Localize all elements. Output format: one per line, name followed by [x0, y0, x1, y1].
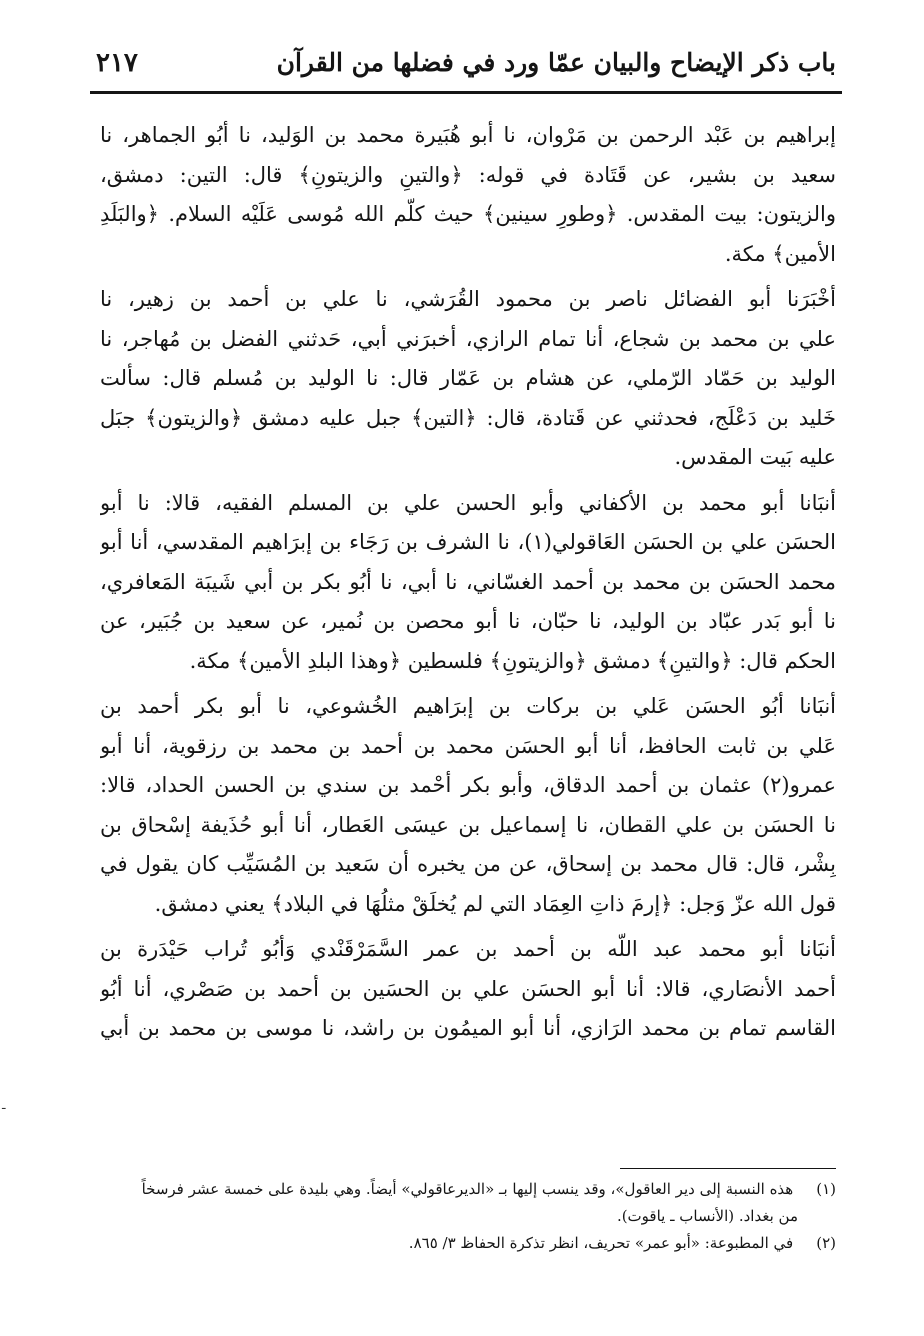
text-line: أخْبَرَنا أبو الفضائل ناصر بن محمود القُرَشي، نا علي بن أحمد بن زهير، نا	[100, 287, 836, 311]
paragraph	[100, 930, 836, 1049]
text-line: القاسم تمام بن محمد الرَازي، أنا أبو الميمُون بن راشد، نا موسى بن محمد بن أبي	[100, 1016, 836, 1040]
text-line: الحسَن علي بن الحسَن العَاقولي(١)، نا الشرف بن رَجَاء بن إبرَاهيم المقدسي، أنا أبو	[100, 530, 836, 554]
header-rule	[90, 91, 842, 94]
footnote	[96, 1176, 836, 1230]
text-line: نا الحسَن بن علي القطان، نا إسماعيل بن عيسَى العَطار، أنا أبو حُذَيفة إسْحاق بن	[100, 812, 836, 837]
chapter-title: باب ذكر الإيضاح والبيان عمّا ورد في فضلها من القرآن	[276, 48, 836, 77]
footnote	[96, 1230, 836, 1257]
footnote-rule	[620, 1168, 836, 1169]
text-line: والزيتون: بيت المقدس. ﴿وطورِ سينين﴾ حيث كلّم الله مُوسى عَلَيْه السلام. ﴿والبَلَدِ	[100, 202, 836, 226]
text-line: نا أبو بَدر عبّاد بن الوليد، نا حبّان، نا أبو محصن بن نُمير، عن سعيد بن جُبَير، عن	[100, 609, 836, 633]
paragraph	[100, 116, 836, 274]
page-number: ٢١٧	[96, 48, 138, 78]
footnote-number: (١)	[816, 1180, 836, 1198]
paragraph	[100, 280, 836, 478]
footnote-number: (٢)	[816, 1234, 836, 1252]
text-line: الحكم قال: ﴿والتينِ﴾ دمشق ﴿والزيتونِ﴾ فلسطين ﴿وهذا البلدِ الأمين﴾ مكة.	[189, 648, 836, 673]
paragraph	[100, 687, 836, 924]
text-line: أنبَانا أبُو الحسَن عَلي بن بركات بن إبرَاهيم الخُشوعي، نا أبو بكر أحمد بن	[100, 694, 836, 718]
margin-mark: ـ	[2, 1098, 6, 1112]
footnote-text: من بغداد. (الأنساب ـ ياقوت).	[616, 1207, 798, 1225]
text-line: خَليد بن دَعْلَج، فحدثني عن قَتادة، قال: ﴿التين﴾ جبل عليه دمشق ﴿والزيتون﴾ جبَل	[100, 405, 836, 430]
text-line: علي بن محمد بن شجاع، أنا تمام الرازي، أخبرَني أبي، حَدثني الفضل بن مُهاجر، نا	[100, 326, 836, 351]
text-line: أحمد الأنصَاري، قالا: أنا أبو الحسَن علي بن الحسَين بن أحمد بن صَصْري، أنا أبُو	[100, 976, 836, 1001]
running-header	[96, 46, 836, 90]
text-line: عَلي بن ثابت الحافظ، أنا أبو الحسَن محمد بن أحمد بن محمد بن رزقوية، أنا أبو	[100, 733, 836, 758]
text-line: عمرو(٢) عثمان بن أحمد الدقاق، وأبو بكر أحْمد بن سندي بن الحسن الحداد، قالا:	[100, 773, 836, 797]
paragraph	[100, 484, 836, 682]
text-line: الوليد بن حَمّاد الرّملي، عن هشام بن عَمّار قال: نا الوليد بن مُسلم قال: سألت	[100, 366, 836, 390]
text-line: عليه بَيت المقدس.	[674, 445, 836, 469]
text-line: محمد الحسَن بن محمد بن أحمد الغسّاني، نا أبي، نا أبُو بكر بن أبي شَيبَة المَعافري،	[100, 569, 836, 594]
text-line: أنبَانا أبو محمد عبد اللّه بن أحمد بن عمر السَّمَرْقَنْدي وَأبُو تُراب حَيْدَرة بن	[100, 937, 836, 961]
footnotes	[96, 1176, 836, 1257]
text-line: أنبَانا أبو محمد بن الأكفاني وأبو الحسن علي بن المسلم الفقيه، قالا: نا أبو	[100, 490, 836, 515]
main-text	[100, 116, 836, 1049]
text-line: الأمين﴾ مكة.	[724, 241, 836, 266]
footnote-text: في المطبوعة: «أبو عمر» تحريف، انظر تذكرة الحفاظ ٣/ ٨٦٥.	[408, 1234, 794, 1252]
footnote-text: هذه النسبة إلى دير العاقول»، وقد ينسب إليها بـ «الديرعاقولي» أيضاً. وهي بليدة على خمسة عشر فرسخاً	[141, 1180, 794, 1198]
text-line: سعيد بن بشير، عن قَتَادة في قوله: ﴿والتينِ والزيتونِ﴾ قال: التين: دمشق،	[100, 162, 836, 187]
text-line: بِشْر، قال: قال محمد بن إسحاق، عن من يخبره أن سَعيد بن المُسَيِّب كان يقول في	[100, 852, 836, 876]
text-line: إبراهيم بن عَبْد الرحمن بن مَرْوان، نا أبو هُبَيرة محمد بن الوَليد، نا أبُو الجماهر، نا	[100, 123, 836, 147]
text-line: قول الله عزّ وَجل: ﴿إرمَ ذاتِ العِمَاد التي لم يُخلَقْ مثلُهَا في البلاد﴾ يعني دمشق.	[154, 891, 836, 916]
